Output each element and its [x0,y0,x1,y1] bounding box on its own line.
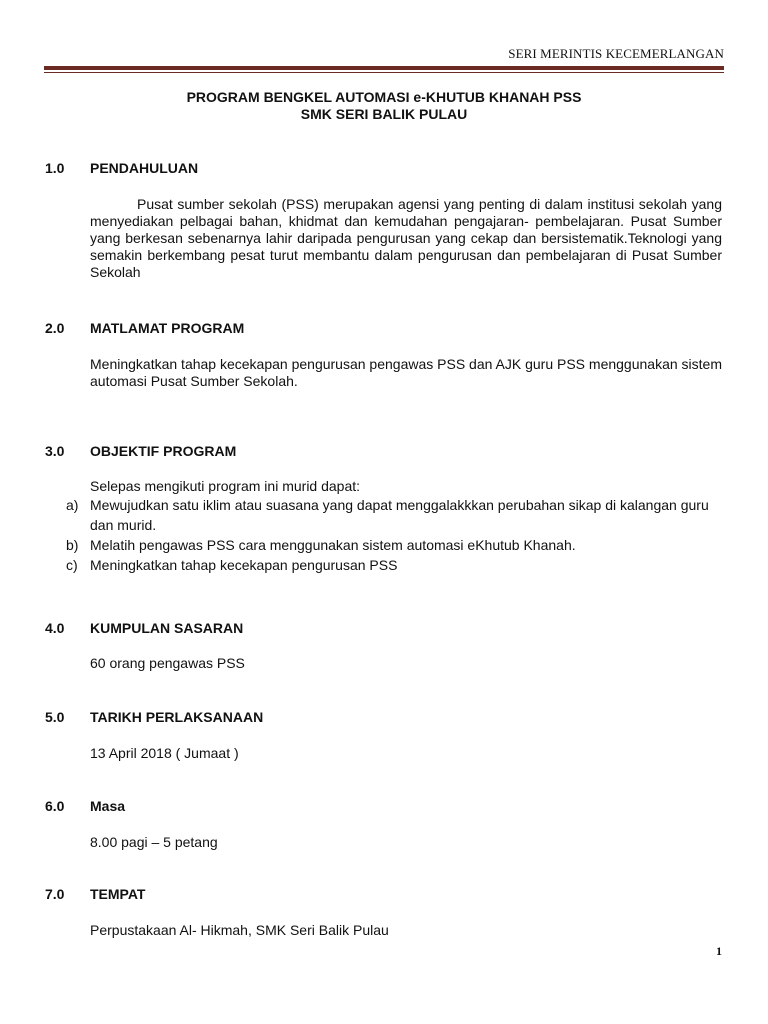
section-body-tempat: Perpustakaan Al- Hikmah, SMK Seri Balik Pulau [90,922,389,938]
section-body-matlamat: Meningkatkan tahap kecekapan pengurusan pengawas PSS dan AJK guru PSS menggunakan sistem automasi Pusat Sumber Sekolah. [90,356,722,389]
section-heading-kumpulan-sasaran: KUMPULAN SASARAN [90,620,244,636]
header-rule [44,66,724,70]
list-item [66,495,724,535]
section-heading-matlamat: MATLAMAT PROGRAM [90,320,245,336]
section-number: 5.0 [45,709,65,725]
page-number: 1 [716,944,722,958]
section-number: 4.0 [45,620,65,636]
section-heading-masa: Masa [90,798,126,814]
objektif-list [66,495,724,575]
section-heading-pendahuluan: PENDAHULUAN [90,160,199,176]
section-body-tarikh: 13 April 2018 ( Jumaat ) [90,745,239,761]
objektif-intro: Selepas mengikuti program ini murid dapat: [90,478,361,494]
list-marker: c) [66,557,78,573]
list-marker: b) [66,537,79,553]
section-number: 6.0 [45,798,65,814]
section-heading-tempat: TEMPAT [90,886,146,902]
section-body-pendahuluan [90,196,722,281]
list-item-text: Meningkatkan tahap kecekapan pengurusan PSS [90,557,398,573]
section-number: 7.0 [45,886,65,902]
list-item-text: Melatih pengawas PSS cara menggunakan sistem automasi eKhutub Khanah. [90,537,576,553]
pendahuluan-text: Pusat sumber sekolah (PSS) merupakan agensi yang penting di dalam institusi sekolah yang menyediakan pelbagai bahan, khidmat dan kemudahan pengajaran- pembelajaran. Pusat Sumber yang berkesan sebenarnya lahir daripada pengurusan yang cekap dan bersistematik.Teknologi yang semakin berkembang pesat turut membantu dalam pengurusan dan pembelajaran di Pusat Sumber Sekolah [90,196,722,280]
list-item-text: Mewujudkan satu iklim atau suasana yang dapat menggalakkkan perubahan sikap di kalangan guru dan murid. [90,497,709,533]
list-item [66,555,724,575]
running-header: SERI MERINTIS KECEMERLANGAN [508,46,724,61]
section-number: 3.0 [45,443,65,459]
section-heading-objektif: OBJEKTIF PROGRAM [90,443,237,459]
section-number: 2.0 [45,320,65,336]
document-subtitle: SMK SERI BALIK PULAU [300,106,468,122]
section-heading-tarikh: TARIKH PERLAKSANAAN [90,709,264,725]
section-number: 1.0 [45,160,65,176]
header-rule-thin [44,72,724,73]
section-body-masa: 8.00 pagi – 5 petang [90,834,218,850]
list-marker: a) [66,497,79,513]
section-body-kumpulan-sasaran: 60 orang pengawas PSS [90,655,245,671]
document-title: PROGRAM BENGKEL AUTOMASI e-KHUTUB KHANAH PSS [186,89,582,105]
list-item [66,535,724,555]
